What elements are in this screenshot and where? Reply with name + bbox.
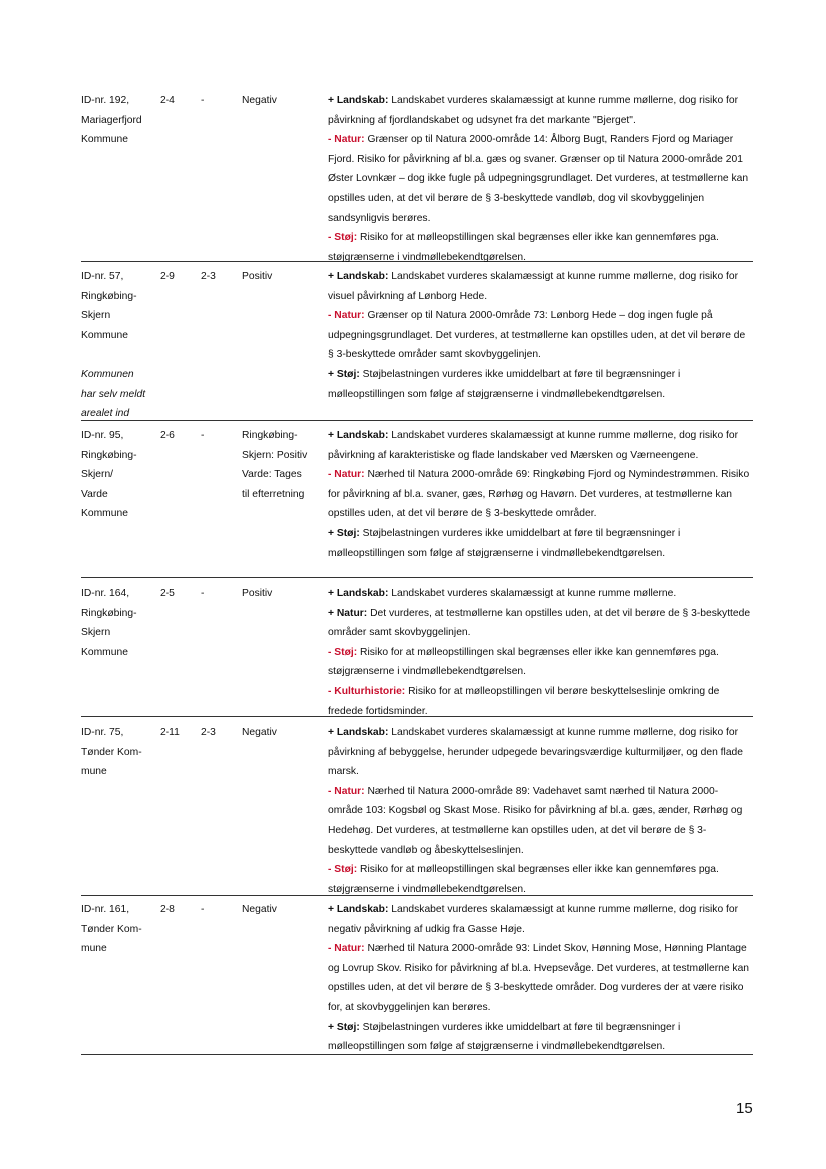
criterion-paragraph [328, 130, 753, 228]
municipality-line: mune [81, 766, 107, 778]
criterion-paragraph [328, 723, 753, 782]
criterion-text: Støjbelastningen vurderes ikke umiddelbart at føre til begrænsninger i mølleopstillingen som følge af støjgrænserne i vindmøllebekendtgørelsen. [328, 527, 681, 559]
municipality-line: ID-nr. 161, [81, 904, 130, 915]
criterion-paragraph [328, 682, 753, 721]
assessment-cell [242, 426, 326, 504]
criterion-paragraph [328, 860, 753, 899]
criterion-paragraph [328, 465, 753, 524]
criterion-label: + Landskab: [328, 271, 389, 282]
assessment-line: Skjern: Positiv [242, 449, 308, 461]
criterion-text: Det vurderes, at testmøllerne kan opstilles uden, at det vil berøre de § 3-beskyttede områder samt skovbyggelinjen. [328, 607, 751, 639]
table-row [81, 426, 753, 578]
range-value: 2-5 [160, 588, 175, 599]
secondary-value: 2-3 [201, 271, 216, 282]
criterion-label: - Støj: [328, 864, 358, 876]
criterion-label: - Natur: [328, 469, 365, 481]
criterion-text: Landskabet vurderes skalamæssigt at kunne rumme møllerne, dog risiko for påvirkning af karakteristiske og flade landskaber ved Mærsken og Værneengene. [328, 430, 739, 461]
municipality-cell [81, 426, 159, 524]
secondary-value: - [201, 95, 205, 106]
assessment-line: Ringkøbing- [242, 430, 298, 441]
criterion-label: - Natur: [328, 943, 365, 955]
municipality-line: Kommune [81, 646, 128, 658]
criterion-text: Landskabet vurderes skalamæssigt at kunne rumme møllerne, dog risiko for visuel påvirkning af Lønborg Hede. [328, 271, 739, 302]
spacer [81, 345, 159, 365]
criterion-label: - Natur: [328, 785, 365, 797]
criterion-text: Landskabet vurderes skalamæssigt at kunne rumme møllerne. [388, 588, 677, 599]
secondary-value: 2-3 [201, 727, 216, 738]
range-value: 2-8 [160, 904, 175, 915]
municipality-line: Ringkøbing- [81, 607, 137, 619]
municipality-note: arealet ind [81, 408, 130, 420]
municipality-line: Kommune [81, 134, 128, 146]
criterion-paragraph [328, 939, 753, 1017]
criterion-text: Landskabet vurderes skalamæssigt at kunne rumme møllerne, dog risiko for påvirkning af bebyggelse, herunder udpegede bevaringsværdige kulturmiljøer, og den flade marsk. [328, 727, 743, 778]
criterion-label: + Støj: [328, 1021, 360, 1033]
criterion-paragraph [328, 643, 753, 682]
assessment-cell [242, 267, 326, 287]
range-value: 2-4 [160, 95, 175, 106]
municipality-line: Kommune [81, 329, 128, 341]
criterion-paragraph [328, 365, 753, 404]
municipality-cell [81, 723, 159, 782]
criterion-label: - Støj: [328, 646, 358, 658]
range-value: 2-9 [160, 271, 175, 282]
criterion-text: Nærhed til Natura 2000-område 69: Ringkøbing Fjord og Nymindestrømmen. Risiko for påvirkning af bl.a. svaner, gæs, Rørhøg og Havørn. Det vurderes, at testmøllerne kan opstilles uden, at det vil berøre de § 3-beskyttede områder. [328, 469, 750, 520]
table-row [81, 91, 753, 262]
municipality-cell [81, 267, 159, 424]
municipality-cell [81, 900, 159, 959]
assessment-line: til efterretning [242, 488, 305, 500]
municipality-line: Ringkøbing- [81, 290, 137, 302]
criterion-text: Landskabet vurderes skalamæssigt at kunne rumme møllerne, dog risiko for negativ påvirkning af udkig fra Gasse Høje. [328, 904, 739, 935]
assessment-line: Positiv [242, 588, 273, 599]
criterion-paragraph [328, 91, 753, 130]
criterion-paragraph [328, 584, 753, 604]
municipality-cell [81, 91, 159, 150]
assessment-text [328, 584, 753, 721]
criterion-label: - Natur: [328, 134, 365, 146]
criterion-text: Støjbelastningen vurderes ikke umiddelbart at føre til begrænsninger i mølleopstillingen som følge af støjgrænserne i vindmøllebekendtgørelsen. [328, 1021, 681, 1053]
criterion-label: + Støj: [328, 527, 360, 539]
assessment-line: Negativ [242, 95, 277, 106]
municipality-line: Skjern [81, 627, 111, 639]
criterion-paragraph [328, 426, 753, 465]
criterion-label: + Landskab: [328, 588, 389, 599]
criterion-text: Risiko for at mølleopstillingen skal begrænses eller ikke kan gennemføres pga. støjgrænserne i vindmøllebekendtgørelsen. [328, 646, 719, 678]
criterion-label: + Støj: [328, 368, 360, 380]
assessment-cell [242, 723, 326, 743]
table-row [81, 900, 753, 1055]
criterion-label: + Landskab: [328, 95, 389, 106]
municipality-line: mune [81, 943, 107, 955]
criterion-text: Risiko for at mølleopstillingen vil berøre beskyttelseslinje omkring de fredede fortidsminder. [328, 685, 720, 717]
municipality-line: Varde [81, 488, 108, 500]
assessment-text [328, 91, 753, 267]
criterion-text: Risiko for at mølleopstillingen skal begrænses eller ikke kan gennemføres pga. støjgrænserne i vindmøllebekendtgørelsen. [328, 864, 719, 895]
municipality-line: ID-nr. 57, [81, 271, 124, 282]
criterion-label: + Landskab: [328, 727, 389, 738]
secondary-value: - [201, 904, 205, 915]
table-row [81, 584, 753, 717]
assessment-text [328, 267, 753, 404]
assessment-line: Negativ [242, 727, 277, 738]
criterion-text: Grænser op til Natura 2000-område 14: Ålborg Bugt, Randers Fjord og Mariager Fjord. Risiko for påvirkning af bl.a. gæs og svaner. Grænser op til Natura 2000-område 201 Øster Lovnkær – dog ikke fugle på udpegningsgrundlaget. Det vurderes, at testmøllerne kan opstilles uden, at det vil berøre de § 3-beskyttede vandløb, dog vil skovbyggelinjen sandsynligvis berøres. [328, 134, 749, 224]
municipality-line: Tønder Kom- [81, 923, 142, 935]
assessment-cell [242, 91, 326, 111]
municipality-note: Kommunen [81, 368, 134, 380]
assessment-cell [242, 584, 326, 604]
assessment-text [328, 426, 753, 563]
municipality-line: Tønder Kom- [81, 746, 142, 758]
assessment-line: Negativ [242, 904, 277, 915]
municipality-line: ID-nr. 192, [81, 95, 130, 106]
criterion-paragraph [328, 524, 753, 563]
range-value: 2-11 [160, 727, 180, 738]
assessment-line: Positiv [242, 271, 273, 282]
criterion-text: Risiko for at mølleopstillingen skal begrænses eller ikke kan gennemføres pga. støjgrænserne i vindmøllebekendtgørelsen. [328, 232, 719, 263]
page-number: 15 [736, 1100, 753, 1117]
criterion-label: + Natur: [328, 607, 368, 619]
municipality-line: ID-nr. 164, [81, 588, 130, 599]
criterion-text: Nærhed til Natura 2000-område 89: Vadehavet samt nærhed til Natura 2000-område 103: Kogsbøl og Skast Mose. Risiko for påvirkning af bl.a. gæs, ænder, Rørhøg og Hedehøg. Det vurderes, at testmøllerne kan opstilles uden, at det vil berøre de § 3-beskyttede vandløb og åbeskyttelseslinjen. [328, 785, 743, 856]
municipality-cell [81, 584, 159, 662]
municipality-note: har selv meldt [81, 388, 146, 400]
secondary-value: - [201, 430, 205, 441]
criterion-paragraph [328, 604, 753, 643]
municipality-line: Ringkøbing- [81, 449, 137, 461]
criterion-text: Støjbelastningen vurderes ikke umiddelbart at føre til begrænsninger i mølleopstillingen som følge af støjgrænserne i vindmøllebekendtgørelsen. [328, 368, 681, 400]
criterion-paragraph [328, 267, 753, 306]
municipality-line: Kommune [81, 508, 128, 520]
table-row [81, 723, 753, 896]
municipality-line: Skjern [81, 310, 111, 322]
municipality-line: Mariagerfjord [81, 114, 142, 126]
assessment-line: Varde: Tages [242, 469, 302, 481]
criterion-label: - Natur: [328, 310, 365, 322]
criterion-text: Nærhed til Natura 2000-område 93: Lindet Skov, Hønning Mose, Hønning Plantage og Lovrup Skov. Risiko for påvirkning af bl.a. Hvepsevåge. Det vurderes, at testmøllerne kan opstilles uden, at det vil berøre de § 3-beskyttede områder. Dog vurderes der at være risiko for, at skovbyggelinjen kan berøres. [328, 943, 750, 1013]
criterion-paragraph [328, 228, 753, 267]
range-value: 2-6 [160, 430, 175, 441]
criterion-paragraph [328, 782, 753, 860]
criterion-paragraph [328, 900, 753, 939]
criterion-label: - Kulturhistorie: [328, 685, 406, 697]
assessment-text [328, 723, 753, 899]
table-row [81, 267, 753, 421]
criterion-label: + Landskab: [328, 904, 389, 915]
criterion-text: Grænser op til Natura 2000-0mråde 73: Lønborg Hede – dog ingen fugle på udpegningsgrundlaget. Det vurderes, at testmøllerne kan opstilles uden, at det vil berøre de § 3-beskyttede områder samt skovbyggelinjen. [328, 310, 746, 361]
criterion-paragraph [328, 1018, 753, 1057]
criterion-label: - Støj: [328, 232, 358, 244]
criterion-paragraph [328, 306, 753, 365]
criterion-label: + Landskab: [328, 430, 389, 441]
secondary-value: - [201, 588, 205, 599]
assessment-text [328, 900, 753, 1057]
criterion-text: Landskabet vurderes skalamæssigt at kunne rumme møllerne, dog risiko for påvirkning af fjordlandskabet og udsynet fra det markante "Bjerget". [328, 95, 739, 126]
municipality-line: ID-nr. 95, [81, 430, 124, 441]
municipality-line: Skjern/ [81, 469, 114, 481]
assessment-cell [242, 900, 326, 920]
municipality-line: ID-nr. 75, [81, 727, 124, 738]
